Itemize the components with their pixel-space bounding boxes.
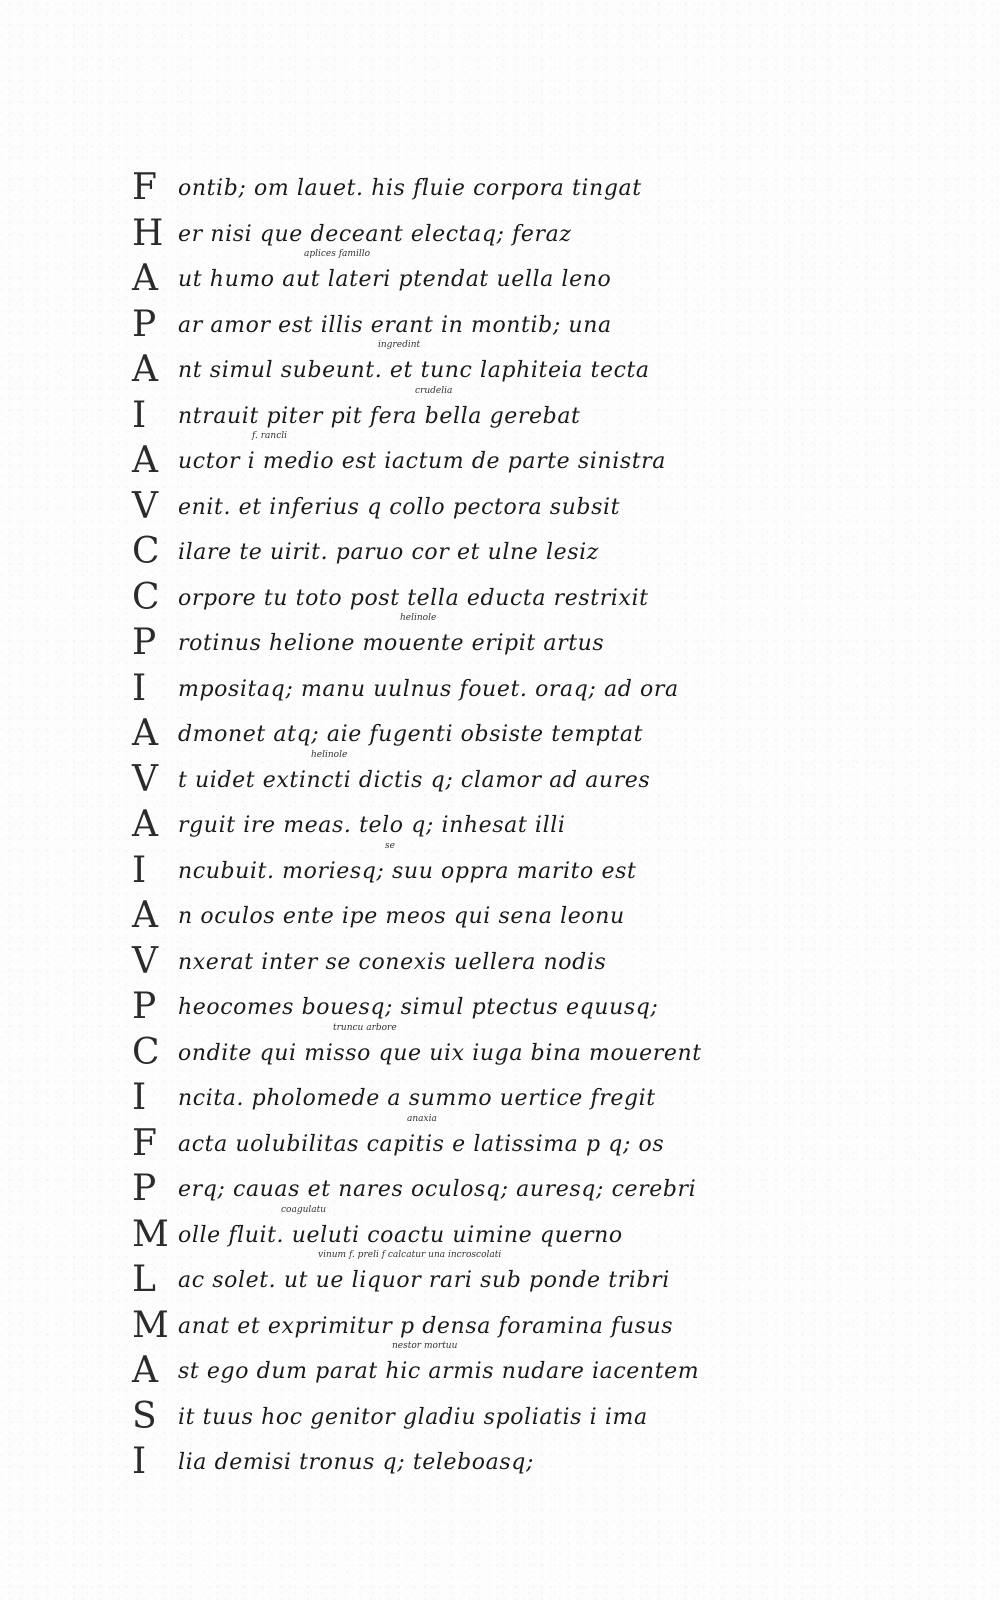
- verse-text: dmonet atq; aie fugenti obsiste temptat: [178, 722, 644, 747]
- interlinear-gloss: helinole: [311, 749, 348, 760]
- verse-line: [0, 1306, 1000, 1351]
- verse-initial: I: [132, 667, 147, 709]
- verse-initial: V: [132, 940, 158, 982]
- verse-line: [0, 1250, 1000, 1305]
- verse-initial: C: [132, 1031, 160, 1073]
- interlinear-gloss: nestor mortuu: [392, 1341, 458, 1351]
- interlinear-gloss: truncu arbore: [333, 1022, 397, 1033]
- verse-initial: I: [132, 849, 147, 891]
- verse-line: [0, 1022, 1000, 1078]
- verse-line: [0, 714, 1000, 759]
- verse-text: orpore tu toto post tella educta restrixit: [178, 585, 649, 611]
- verse-initial: A: [132, 258, 158, 299]
- verse-initial: F: [132, 167, 157, 208]
- verse-initial: I: [132, 1441, 147, 1482]
- verse-line: [0, 840, 1000, 896]
- verse-initial: P: [132, 303, 157, 345]
- interlinear-gloss: vinum f. preli f calcatur una incroscolati: [318, 1250, 502, 1260]
- verse-text: rotinus helione mouente eripit artus: [178, 631, 605, 656]
- verse-line: [0, 1442, 1000, 1487]
- verse-initial: M: [132, 1304, 169, 1346]
- verse-line: [0, 1397, 1000, 1442]
- verse-initial: P: [132, 1168, 157, 1209]
- verse-text: nt simul subeunt. et tunc laphiteia tecta: [178, 358, 650, 383]
- verse-line: [0, 669, 1000, 714]
- verse-line: [0, 532, 1000, 577]
- verse-text: nxerat inter se conexis uellera nodis: [178, 949, 607, 975]
- verse-text: enit. et inferius q collo pectora subsit: [178, 494, 621, 520]
- verse-text: mpositaq; manu uulnus fouet. oraq; ad ora: [178, 676, 679, 702]
- verse-line: [0, 578, 1000, 623]
- verse-text: t uidet extincti dictis q; clamor ad aures: [178, 767, 651, 793]
- interlinear-gloss: crudelia: [415, 385, 453, 396]
- verse-text: er nisi que deceant electaq; feraz: [178, 221, 572, 247]
- verse-line: [0, 987, 1000, 1032]
- verse-line: [0, 942, 1000, 987]
- interlinear-gloss: anaxia: [407, 1113, 437, 1124]
- verse-line: [0, 340, 1000, 395]
- verse-text: it tuus hoc genitor gladiu spoliatis i ima: [178, 1404, 648, 1430]
- verse-line: [0, 249, 1000, 304]
- verse-initial: P: [132, 622, 157, 663]
- verse-initial: H: [132, 212, 164, 254]
- verse-text: lia demisi tronus q; teleboasq;: [178, 1450, 534, 1475]
- verse-text: ac solet. ut ue liquor rari sub ponde tribri: [178, 1268, 670, 1293]
- verse-initial: C: [132, 576, 160, 618]
- verse-initial: A: [132, 349, 158, 390]
- verse-initial: F: [132, 1122, 157, 1164]
- verse-text: ilare te uirit. paruo cor et ulne lesiz: [178, 540, 599, 565]
- verse-line: [0, 613, 1000, 668]
- verse-line: [0, 385, 1000, 441]
- verse-text: uctor i medio est iactum de parte sinistra: [178, 449, 666, 474]
- verse-line: [0, 749, 1000, 805]
- verse-text: st ego dum parat hic armis nudare iacentem: [178, 1359, 700, 1384]
- verse-line: [0, 1169, 1000, 1214]
- verse-text: ondite qui misso que uix iuga bina mouerent: [178, 1040, 702, 1066]
- verse-text: ontib; om lauet. his fluie corpora tingat: [178, 176, 642, 201]
- verse-initial: V: [132, 758, 158, 800]
- verse-line: [0, 431, 1000, 486]
- verse-initial: A: [132, 713, 158, 754]
- verse-line: [0, 305, 1000, 350]
- verse-text: ntrauit piter pit fera bella gerebat: [178, 403, 581, 429]
- verse-text: rguit ire meas. telo q; inhesat illi: [178, 813, 566, 838]
- verse-initial: A: [132, 895, 158, 936]
- verse-text: acta uolubilitas capitis e latissima p q; os: [178, 1131, 665, 1157]
- verse-text: n oculos ente ipe meos qui sena leonu: [178, 904, 625, 929]
- verse-initial: P: [132, 986, 157, 1027]
- verse-text: ncita. pholomede a summo uertice fregit: [178, 1086, 656, 1111]
- interlinear-gloss: aplices famillo: [304, 249, 371, 259]
- verse-text: heocomes bouesq; simul ptectus equusq;: [178, 995, 659, 1020]
- verse-text: ar amor est illis erant in montib; una: [178, 312, 612, 338]
- verse-initial: C: [132, 531, 160, 572]
- verse-line: [0, 1113, 1000, 1169]
- verse-text: olle fluit. ueluti coactu uimine querno: [178, 1222, 623, 1248]
- interlinear-gloss: ingredint: [378, 340, 421, 350]
- verse-text: erq; cauas et nares oculosq; auresq; cerebri: [178, 1177, 697, 1202]
- verse-text: ncubuit. moriesq; suu oppra marito est: [178, 858, 637, 884]
- verse-initial: L: [132, 1259, 156, 1300]
- verse-initial: M: [132, 1213, 169, 1255]
- verse-initial: I: [132, 1077, 147, 1118]
- verse-initial: A: [132, 440, 158, 481]
- verse-initial: A: [132, 804, 158, 845]
- verse-initial: V: [132, 485, 158, 527]
- verse-initial: I: [132, 394, 147, 436]
- verse-line: [0, 1078, 1000, 1123]
- verse-line: [0, 896, 1000, 941]
- verse-line: [0, 168, 1000, 213]
- interlinear-gloss: se: [385, 840, 395, 851]
- interlinear-gloss: helinole: [400, 613, 437, 623]
- verse-text: anat et exprimitur p densa foramina fusus: [178, 1313, 674, 1339]
- verse-line: [0, 487, 1000, 532]
- verse-initial: A: [132, 1350, 158, 1391]
- verse-initial: S: [132, 1395, 157, 1437]
- interlinear-gloss: coagulatu: [281, 1204, 327, 1215]
- verse-line: [0, 805, 1000, 850]
- verse-line: [0, 214, 1000, 259]
- verse-line: [0, 1341, 1000, 1396]
- interlinear-gloss: f. rancli: [252, 431, 287, 441]
- verse-text: ut humo aut lateri ptendat uella leno: [178, 267, 612, 292]
